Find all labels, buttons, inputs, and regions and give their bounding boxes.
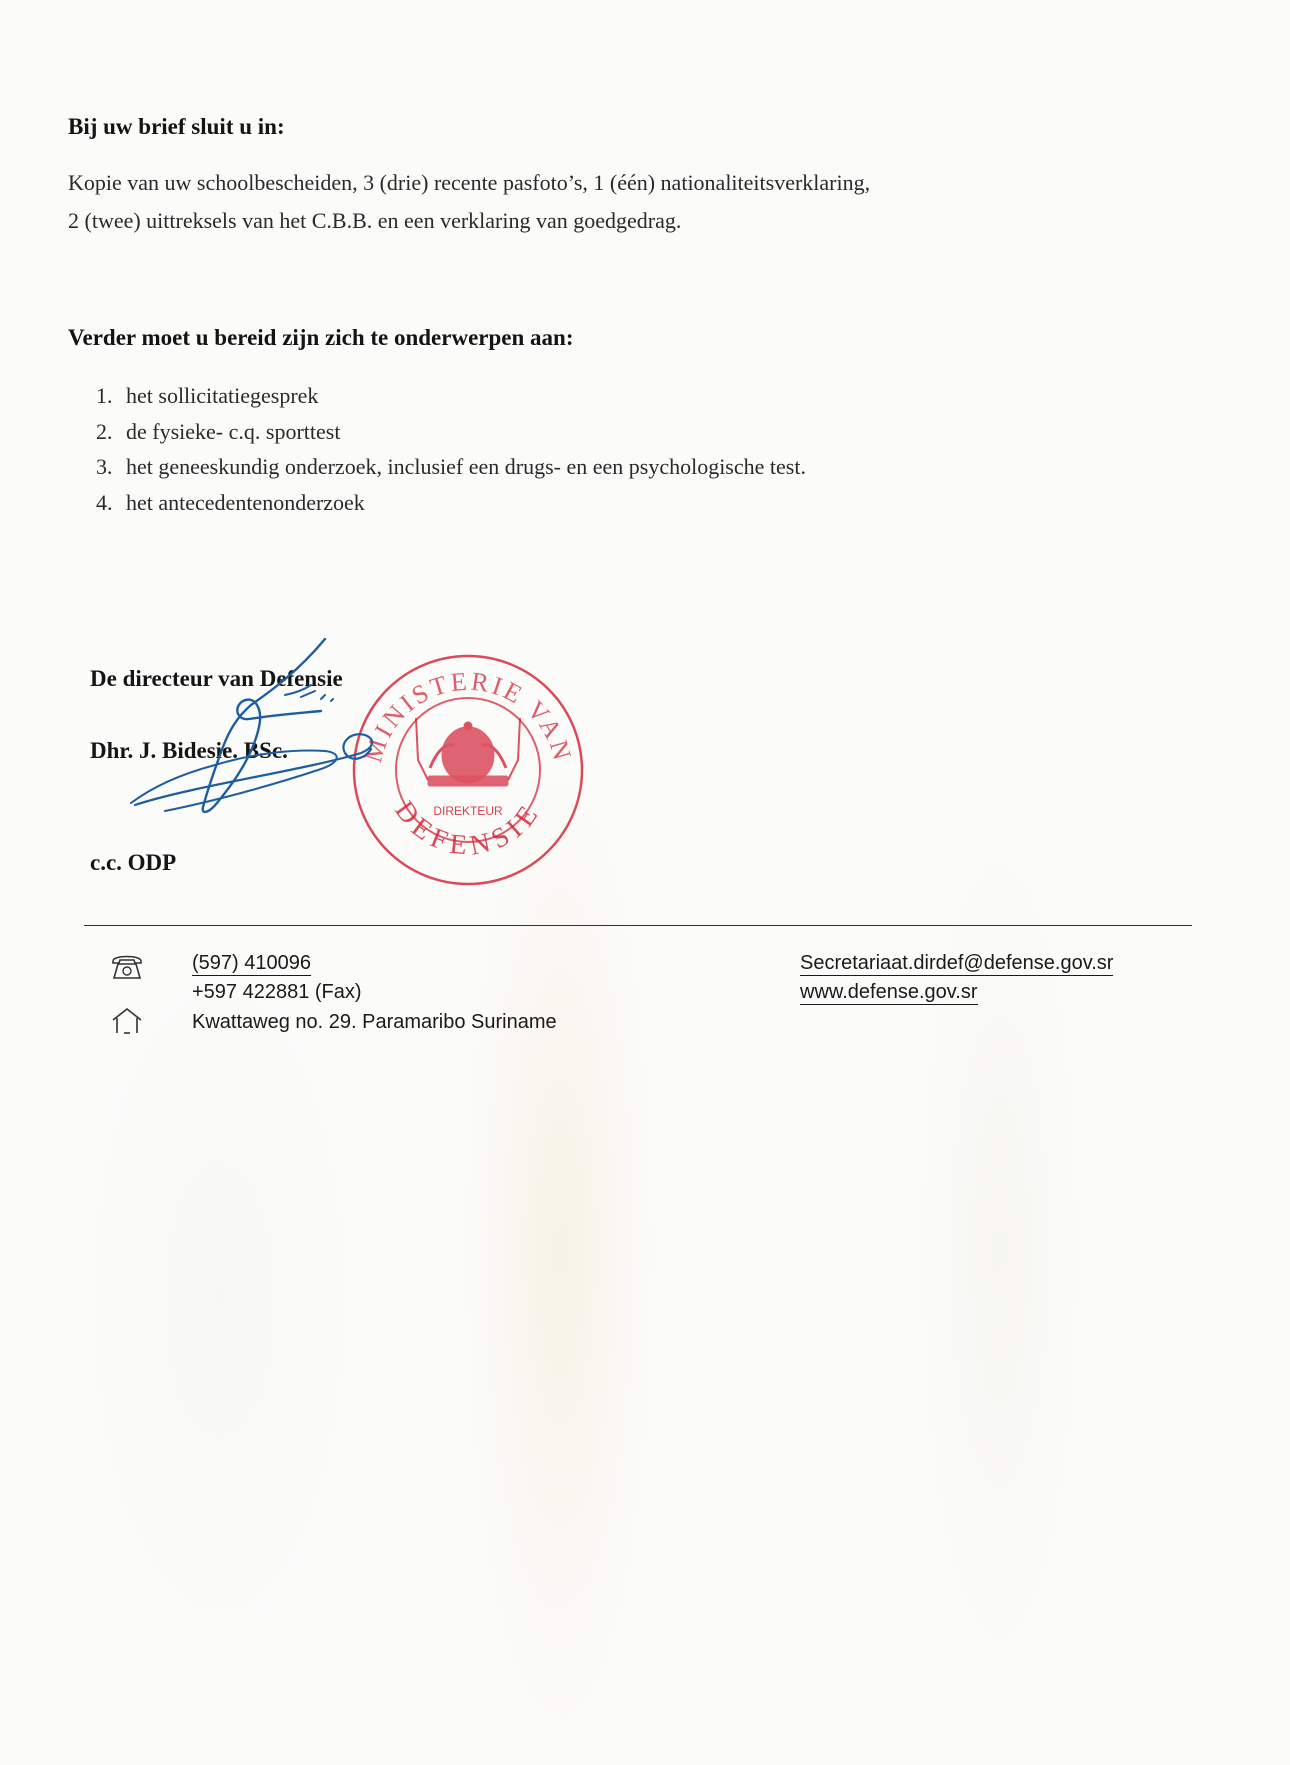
carbon-copy: c.c. ODP bbox=[90, 850, 177, 875]
list-item bbox=[96, 485, 806, 521]
website-link-text[interactable]: www.defense.gov.sr bbox=[800, 981, 978, 1003]
list-item-text: de fysieke- c.q. sporttest bbox=[126, 418, 341, 444]
list-item-number: 4. bbox=[96, 489, 113, 515]
list-item-text: het antecedentenonderzoek bbox=[126, 489, 365, 515]
list-item-text: het sollicitatiegesprek bbox=[126, 383, 319, 408]
house-icon bbox=[110, 1006, 144, 1036]
requirements-list bbox=[96, 378, 806, 520]
signatory-name: Dhr. J. Bidesie. BSc. bbox=[90, 738, 288, 763]
postal-address: Kwattaweg no. 29. Paramaribo Suriname bbox=[192, 1011, 557, 1033]
enclosures-line-2: 2 (twee) uittreksels van het C.B.B. en een verklaring van goedgedrag. bbox=[68, 208, 682, 233]
list-item bbox=[96, 449, 806, 485]
list-item bbox=[96, 378, 806, 414]
fax-number: +597 422881 (Fax) bbox=[192, 981, 362, 1003]
list-item-text: het geneeskundig onderzoek, inclusief een drugs- en een psychologische test. bbox=[126, 454, 806, 479]
list-item-number: 2. bbox=[96, 418, 113, 444]
telephone-icon bbox=[110, 951, 144, 981]
email-link-text[interactable]: Secretariaat.dirdef@defense.gov.sr bbox=[800, 952, 1114, 974]
list-item bbox=[96, 414, 806, 450]
enclosures-heading: Bij uw brief sluit u in: bbox=[68, 114, 285, 139]
email-link[interactable] bbox=[800, 952, 1113, 975]
footer-divider bbox=[84, 925, 1192, 926]
phone-number-text: (597) 410096 bbox=[192, 952, 311, 974]
official-stamp bbox=[348, 650, 588, 890]
stamp-top-text: MINISTERIE VAN bbox=[358, 666, 578, 766]
stamp-middle-text: DIREKTEUR bbox=[433, 804, 503, 818]
requirements-heading: Verder moet u bereid zijn zich te onderwerpen aan: bbox=[68, 325, 574, 350]
coat-of-arms-icon bbox=[416, 718, 520, 786]
website-link[interactable] bbox=[800, 981, 978, 1004]
list-item-number: 1. bbox=[96, 383, 113, 408]
stamp-bottom-text: DEFENSIE bbox=[388, 795, 548, 862]
signatory-title: De directeur van Defensie bbox=[90, 666, 343, 691]
enclosures-line-1: Kopie van uw schoolbescheiden, 3 (drie) recente pasfoto’s, 1 (één) nationaliteitsverklaring, bbox=[68, 170, 871, 195]
phone-number bbox=[192, 952, 311, 975]
list-item-number: 3. bbox=[96, 454, 113, 479]
